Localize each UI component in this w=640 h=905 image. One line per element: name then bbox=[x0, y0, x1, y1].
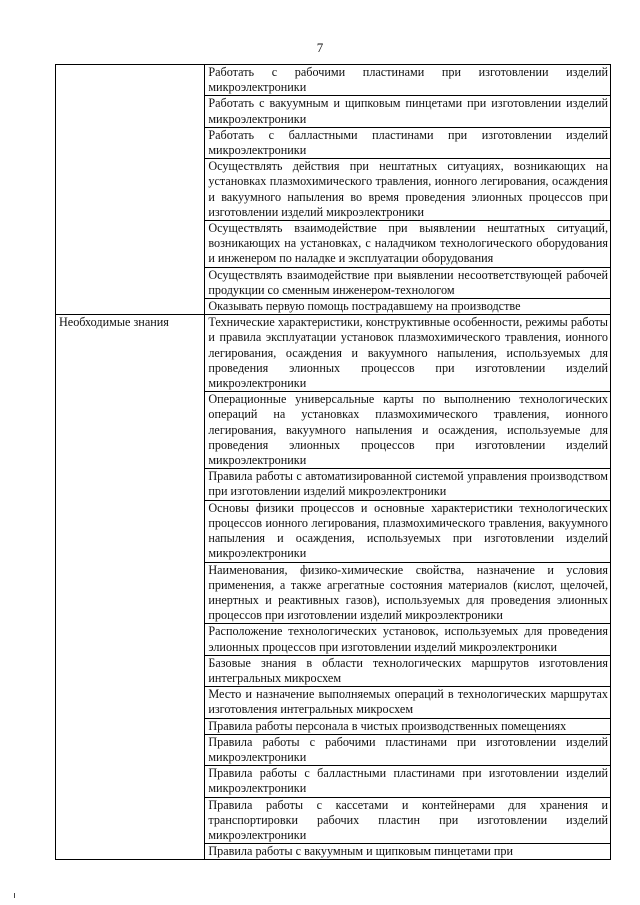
row-label-empty bbox=[56, 65, 205, 315]
knowledge-item: Основы физики процессов и основные характеристики технологических процессов ионного легирования, плазмохимического травления, вакуумного напыления и осаждения, используемых при изготовлении изделий микроэлектроники bbox=[205, 500, 611, 562]
skill-item: Осуществлять взаимодействие при выявлении нештатных ситуаций, возникающих на установках, с наладчиком технологического оборудования и инженером по наладке и эксплуатации оборудования bbox=[205, 221, 611, 268]
knowledge-item: Правила работы с автоматизированной системой управления производством при изготовлении изделий микроэлектроники bbox=[205, 469, 611, 500]
knowledge-item: Правила работы с вакуумным и щипковым пинцетами при bbox=[205, 844, 611, 860]
knowledge-item: Правила работы персонала в чистых производственных помещениях bbox=[205, 718, 611, 734]
page-number: 7 bbox=[316, 40, 324, 55]
skill-item: Осуществлять действия при нештатных ситуациях, возникающих на установках плазмохимического травления, ионного легирования, осаждения и вакуумного напыления во время проведения элионных процессов при изготовлении изделий микроэлектроники bbox=[205, 159, 611, 221]
knowledge-item: Место и назначение выполняемых операций в технологических маршрутах изготовления интегральных микросхем bbox=[205, 687, 611, 718]
knowledge-item: Правила работы с кассетами и контейнерами для хранения и транспортировки рабочих пластин при изготовлении изделий микроэлектроники bbox=[205, 797, 611, 844]
knowledge-item: Расположение технологических установок, используемых для проведения элионных процессов при изготовлении изделий микроэлектроники bbox=[205, 624, 611, 655]
skill-item: Работать с балластными пластинами при изготовлении изделий микроэлектроники bbox=[205, 127, 611, 158]
skill-item: Оказывать первую помощь пострадавшему на производстве bbox=[205, 299, 611, 315]
table-row bbox=[56, 65, 611, 96]
row-label-knowledge: Необходимые знания bbox=[56, 315, 205, 860]
knowledge-item: Правила работы с рабочими пластинами при изготовлении изделий микроэлектроники bbox=[205, 734, 611, 765]
knowledge-item: Базовые знания в области технологических маршрутов изготовления интегральных микросхем bbox=[205, 655, 611, 686]
knowledge-item: Правила работы с балластными пластинами при изготовлении изделий микроэлектроники bbox=[205, 766, 611, 797]
table-row bbox=[56, 315, 611, 392]
competency-table bbox=[55, 64, 611, 860]
skill-item: Работать с вакуумным и щипковым пинцетами при изготовлении изделий микроэлектроники bbox=[205, 96, 611, 127]
knowledge-item: Наименования, физико-химические свойства, назначение и условия применения, а также агрегатные состояния материалов (кислот, щелочей, инертных и реактивных газов), используемых для проведения элионных процессов при изготовлении изделий микроэлектроники bbox=[205, 562, 611, 624]
scan-mark bbox=[14, 893, 15, 898]
skill-item: Осуществлять взаимодействие при выявлении несоответствующей рабочей продукции со сменным инженером-технологом bbox=[205, 267, 611, 298]
skill-item: Работать с рабочими пластинами при изготовлении изделий микроэлектроники bbox=[205, 65, 611, 96]
knowledge-item: Технические характеристики, конструктивные особенности, режимы работы и правила эксплуатации установок плазмохимического травления, ионного легирования, осаждения и вакуумного напыления, используемых для проведения элионных процессов при изготовлении изделий микроэлектроники bbox=[205, 315, 611, 392]
knowledge-item: Операционные универсальные карты по выполнению технологических операций на установках плазмохимического травления, ионного легирования, вакуумного напыления и осаждения, используемые для проведения элионных процессов при изготовлении изделий микроэлектроники bbox=[205, 392, 611, 469]
